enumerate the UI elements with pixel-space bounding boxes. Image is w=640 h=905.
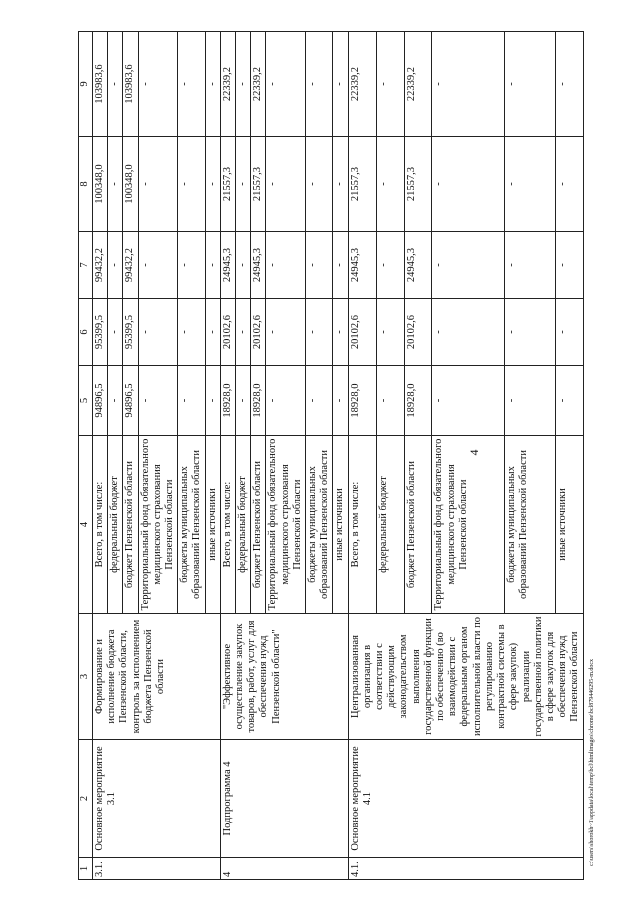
amount-cell: 18928,0 [251, 366, 266, 436]
funding-source: федеральный бюджет [108, 436, 123, 614]
header-cell-7: 7 [79, 232, 93, 299]
amount-cell: 95399,5 [93, 299, 108, 366]
amount-cell: - [432, 232, 505, 299]
footer-file-path: c:\users\shorokh~1\appdata\local\temp\bcl\htmlimages\chrome\bcl879446295-m.docx [589, 658, 595, 866]
amount-cell: 21557,3 [348, 137, 376, 232]
amount-cell: - [266, 299, 306, 366]
amount-cell: - [376, 32, 404, 137]
amount-cell: - [205, 299, 220, 366]
measure-description: Централизованная организация в соответствии с действующим законодательством выполнения государственной функции по обеспечению (во взаимодействии с федеральным органом исполнительной власти по регулированию контрактной системы в сфере закупок) реализации государственной политики в сфере закупок для обеспечения нужд Пензенской области [348, 614, 583, 740]
funding-source: Территориальный фонд обязательного медицинского страхования Пензенской области [138, 436, 178, 614]
page-number: 4 [467, 449, 481, 456]
funding-source: бюджеты муниципальных образований Пензенской области [505, 436, 555, 614]
table-row [348, 32, 376, 880]
amount-cell: - [306, 299, 333, 366]
amount-cell: 20102,6 [251, 299, 266, 366]
measure-name: Подпрограмма 4 [220, 740, 348, 858]
amount-cell: 20102,6 [348, 299, 376, 366]
funding-source: федеральный бюджет [236, 436, 251, 614]
amount-cell: 18928,0 [348, 366, 376, 436]
amount-cell: - [108, 137, 123, 232]
amount-cell: - [333, 137, 348, 232]
funding-source: бюджет Пензенской области [123, 436, 138, 614]
amount-cell: 22339,2 [348, 32, 376, 137]
funding-source: Всего, в том числе: [93, 436, 108, 614]
amount-cell: - [236, 137, 251, 232]
funding-source: федеральный бюджет [376, 436, 404, 614]
amount-cell: - [333, 32, 348, 137]
amount-cell: - [205, 232, 220, 299]
amount-cell: - [236, 366, 251, 436]
amount-cell: 24945,3 [348, 232, 376, 299]
amount-cell: 22339,2 [404, 32, 432, 137]
amount-cell: - [376, 299, 404, 366]
amount-cell: - [505, 232, 555, 299]
funding-source: иные источники [555, 436, 583, 614]
amount-cell: - [555, 299, 583, 366]
funding-source: бюджет Пензенской области [251, 436, 266, 614]
row-number: 4.1. [348, 858, 583, 880]
amount-cell: - [236, 32, 251, 137]
amount-cell: - [376, 232, 404, 299]
amount-cell: - [205, 137, 220, 232]
amount-cell: - [178, 137, 205, 232]
header-cell-2: 2 [79, 740, 93, 858]
amount-cell: - [266, 232, 306, 299]
header-cell-3: 3 [79, 614, 93, 740]
amount-cell: - [555, 32, 583, 137]
amount-cell: - [108, 32, 123, 137]
row-number: 3.1. [93, 858, 221, 880]
amount-cell: - [505, 299, 555, 366]
amount-cell: - [376, 366, 404, 436]
amount-cell: 100348,0 [123, 137, 138, 232]
amount-cell: 99432,2 [123, 232, 138, 299]
amount-cell: - [376, 137, 404, 232]
row-number: 4 [220, 858, 348, 880]
amount-cell: 95399,5 [123, 299, 138, 366]
amount-cell: 103983,6 [123, 32, 138, 137]
amount-cell: - [108, 366, 123, 436]
table-row [93, 32, 108, 880]
amount-cell: - [266, 32, 306, 137]
header-cell-4: 4 [79, 436, 93, 614]
measure-name: Основное мероприятие 3.1 [93, 740, 221, 858]
measure-description: Формирование и исполнение бюджета Пензенской области, контроль за исполнением бюджета Пензенской области [93, 614, 221, 740]
funding-source: иные источники [333, 436, 348, 614]
amount-cell: 24945,3 [251, 232, 266, 299]
header-row [79, 32, 93, 880]
amount-cell: - [138, 366, 178, 436]
amount-cell: 24945,3 [220, 232, 235, 299]
amount-cell: 94896,5 [93, 366, 108, 436]
amount-cell: - [266, 366, 306, 436]
amount-cell: 22339,2 [251, 32, 266, 137]
header-cell-1: 1 [79, 858, 93, 880]
amount-cell: - [555, 137, 583, 232]
amount-cell: - [432, 366, 505, 436]
amount-cell: - [432, 32, 505, 137]
amount-cell: - [555, 232, 583, 299]
funding-source: Всего, в том числе: [348, 436, 376, 614]
table-row [220, 32, 235, 880]
amount-cell: 103983,6 [93, 32, 108, 137]
funding-source: бюджеты муниципальных образований Пензенской области [178, 436, 205, 614]
amount-cell: 21557,3 [251, 137, 266, 232]
amount-cell: - [306, 232, 333, 299]
amount-cell: - [108, 299, 123, 366]
amount-cell: - [138, 232, 178, 299]
funding-source: Территориальный фонд обязательного медицинского страхования Пензенской области [432, 436, 505, 614]
amount-cell: - [333, 366, 348, 436]
funding-source: бюджет Пензенской области [404, 436, 432, 614]
amount-cell: - [306, 137, 333, 232]
amount-cell: 22339,2 [220, 32, 235, 137]
table-body [93, 32, 584, 880]
amount-cell: 18928,0 [404, 366, 432, 436]
header-cell-5: 5 [79, 366, 93, 436]
amount-cell: - [178, 299, 205, 366]
amount-cell: - [333, 299, 348, 366]
amount-cell: 99432,2 [93, 232, 108, 299]
funding-source: иные источники [205, 436, 220, 614]
amount-cell: 20102,6 [404, 299, 432, 366]
amount-cell: - [432, 299, 505, 366]
amount-cell: - [178, 366, 205, 436]
measure-description: "Эффективное осуществление закупок товаров, работ, услуг для обеспечения нужд Пензенской области" [220, 614, 348, 740]
header-cell-9: 9 [79, 32, 93, 137]
table-container [78, 32, 590, 880]
amount-cell: - [236, 232, 251, 299]
amount-cell: - [505, 32, 555, 137]
header-cell-8: 8 [79, 137, 93, 232]
amount-cell: 18928,0 [220, 366, 235, 436]
amount-cell: - [266, 137, 306, 232]
amount-cell: - [138, 137, 178, 232]
amount-cell: - [138, 299, 178, 366]
funding-source: бюджеты муниципальных образований Пензенской области [306, 436, 333, 614]
amount-cell: - [205, 366, 220, 436]
financing-table [78, 31, 584, 880]
amount-cell: - [108, 232, 123, 299]
amount-cell: 20102,6 [220, 299, 235, 366]
amount-cell: - [432, 137, 505, 232]
amount-cell: 24945,3 [404, 232, 432, 299]
amount-cell: 21557,3 [404, 137, 432, 232]
amount-cell: - [555, 366, 583, 436]
amount-cell: - [138, 32, 178, 137]
amount-cell: - [178, 232, 205, 299]
amount-cell: - [205, 32, 220, 137]
table-header [79, 32, 93, 880]
funding-source: Территориальный фонд обязательного медицинского страхования Пензенской области [266, 436, 306, 614]
amount-cell: - [178, 32, 205, 137]
header-cell-6: 6 [79, 299, 93, 366]
amount-cell: - [306, 32, 333, 137]
amount-cell: - [306, 366, 333, 436]
amount-cell: 100348,0 [93, 137, 108, 232]
amount-cell: - [505, 366, 555, 436]
amount-cell: 94896,5 [123, 366, 138, 436]
measure-name: Основное мероприятие 4.1 [348, 740, 583, 858]
amount-cell: - [333, 232, 348, 299]
amount-cell: 21557,3 [220, 137, 235, 232]
amount-cell: - [236, 299, 251, 366]
amount-cell: - [505, 137, 555, 232]
funding-source: Всего, в том числе: [220, 436, 235, 614]
